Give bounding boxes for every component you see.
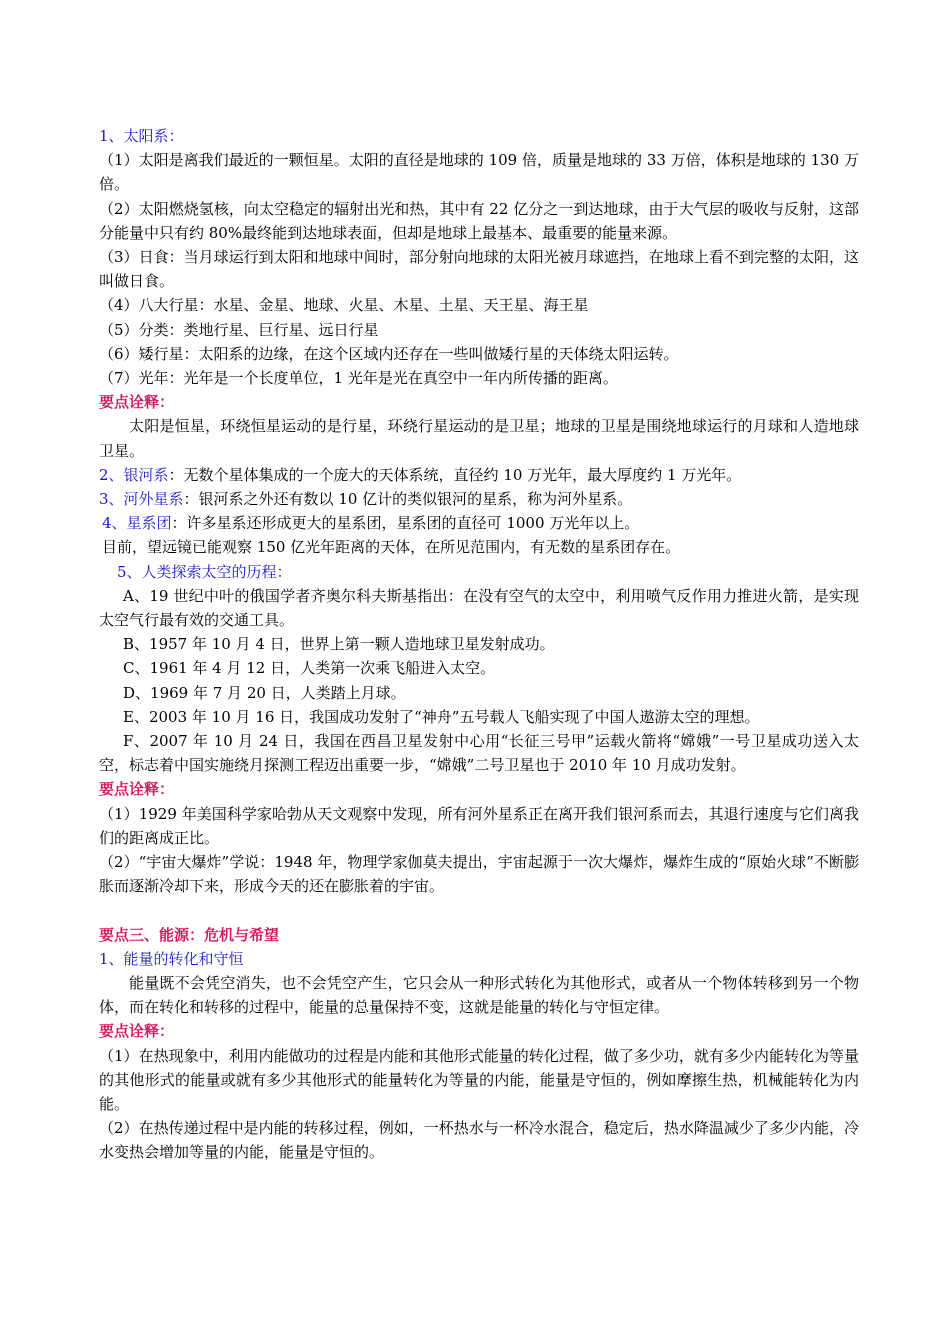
section-title: 要点三、能源：危机与希望 [99, 925, 280, 944]
subheading: 1、能量的转化和守恒 [99, 949, 244, 968]
keypoint-label: 要点诠释： [99, 780, 175, 799]
paragraph: （3）日食：当月球运行到太阳和地球中间时，部分射向地球的太阳光被月球遮挡，在地球上看不到完整的太阳，这叫做日食。 [99, 248, 859, 291]
paragraph: （1）1929 年美国科学家哈勃从天文观察中发现，所有河外星系正在离开我们银河系而去，其退行速度与它们离我们的距离成正比。 [99, 804, 859, 847]
subheading-label: 3、河外星系 [99, 490, 184, 509]
paragraph: （1）在热现象中，利用内能做功的过程是内能和其他形式能量的转化过程，做了多少功，就有多少内能转化为等量的其他形式的能量或就有多少其他形式的能量转化为等量的内能，能量是守恒的，例如摩擦生热，机械能转化为内能。 [99, 1046, 859, 1113]
spacer [99, 899, 859, 923]
keypoint-label: 要点诠释： [99, 393, 175, 412]
paragraph: E、2003 年 10 月 16 日，我国成功发射了“神舟”五号载人飞船实现了中国人遨游太空的理想。 [123, 707, 760, 726]
paragraph: （7）光年：光年是一个长度单位，1 光年是光在真空中一年内所传播的距离。 [99, 369, 618, 388]
paragraph: （6）矮行星：太阳系的边缘，在这个区域内还存在一些叫做矮行星的天体绕太阳运转。 [99, 344, 679, 363]
paragraph-text: ：银河系之外还有数以 10 亿计的类似银河的星系，称为河外星系。 [183, 490, 633, 509]
paragraph: D、1969 年 7 月 20 日，人类踏上月球。 [123, 683, 406, 702]
paragraph: 能量既不会凭空消失，也不会凭空产生，它只会从一种形式转化为其他形式，或者从一个物体转移到另一个物体，而在转化和转移的过程中，能量的总量保持不变，这就是能量的转化与守恒定律。 [99, 973, 859, 1017]
paragraph: （2）在热传递过程中是内能的转移过程，例如，一杯热水与一杯冷水混合，稳定后，热水降温减少了多少内能，冷水变热会增加等量的内能，能量是守恒的。 [99, 1119, 859, 1162]
subheading-label: 2、银河系 [99, 465, 169, 484]
paragraph [99, 511, 859, 535]
paragraph [99, 487, 859, 511]
paragraph: F、2007 年 10 月 24 日，我国在西昌卫星发射中心用“长征三号甲”运载火箭将“嫦娥”一号卫星成功送入太空，标志着中国实施绕月探测工程迈出重要一步，“嫦娥”二号卫星也于 2010 年 10 月成功发射。 [99, 732, 859, 775]
subheading-label: 4、星系团 [102, 514, 172, 533]
paragraph: （2）“宇宙大爆炸”学说：1948 年，物理学家伽莫夫提出，宇宙起源于一次大爆炸，爆炸生成的“原始火球”不断膨胀而逐渐冷却下来，形成今天的还在膨胀着的宇宙。 [99, 853, 859, 896]
document-page [99, 124, 859, 1165]
paragraph-text: ：无数个星体集成的一个庞大的天体系统，直径约 10 万光年，最大厚度约 1 万光年。 [168, 465, 742, 484]
subheading: 1、太阳系： [99, 127, 184, 145]
keypoint-label: 要点诠释： [99, 1022, 175, 1041]
paragraph: 太阳是恒星，环绕恒星运动的是行星，环绕行星运动的是卫星；地球的卫星是围绕地球运行的月球和人造地球卫星。 [99, 417, 859, 460]
paragraph: （1）太阳是离我们最近的一颗恒星。太阳的直径是地球的 109 倍，质量是地球的 33 万倍，体积是地球的 130 万倍。 [99, 151, 859, 194]
paragraph: （5）分类：类地行星、巨行星、远日行星 [99, 320, 379, 339]
paragraph [99, 463, 859, 487]
paragraph: C、1961 年 4 月 12 日，人类第一次乘飞船进入太空。 [123, 659, 496, 678]
paragraph: A、19 世纪中叶的俄国学者齐奥尔科夫斯基指出：在没有空气的太空中，利用喷气反作用力推进火箭，是实现太空气行最有效的交通工具。 [99, 586, 859, 630]
paragraph-text: ：许多星系还形成更大的星系团，星系团的直径可 1000 万光年以上。 [171, 514, 640, 533]
paragraph: （2）太阳燃烧氢核，向太空稳定的辐射出光和热，其中有 22 亿分之一到达地球，由于大气层的吸收与反射，这部分能量中只有约 80%最终能到达地球表面，但却是地球上最基本、最重要的能量来源。 [99, 199, 859, 242]
subheading: 5、人类探索太空的历程： [117, 562, 292, 581]
paragraph: 目前，望远镜已能观察 150 亿光年距离的天体，在所见范围内，有无数的星系团存在。 [102, 538, 681, 557]
paragraph: B、1957 年 10 月 4 日，世界上第一颗人造地球卫星发射成功。 [123, 635, 555, 654]
paragraph: （4）八大行星：水星、金星、地球、火星、木星、土星、天王星、海王星 [99, 296, 589, 315]
